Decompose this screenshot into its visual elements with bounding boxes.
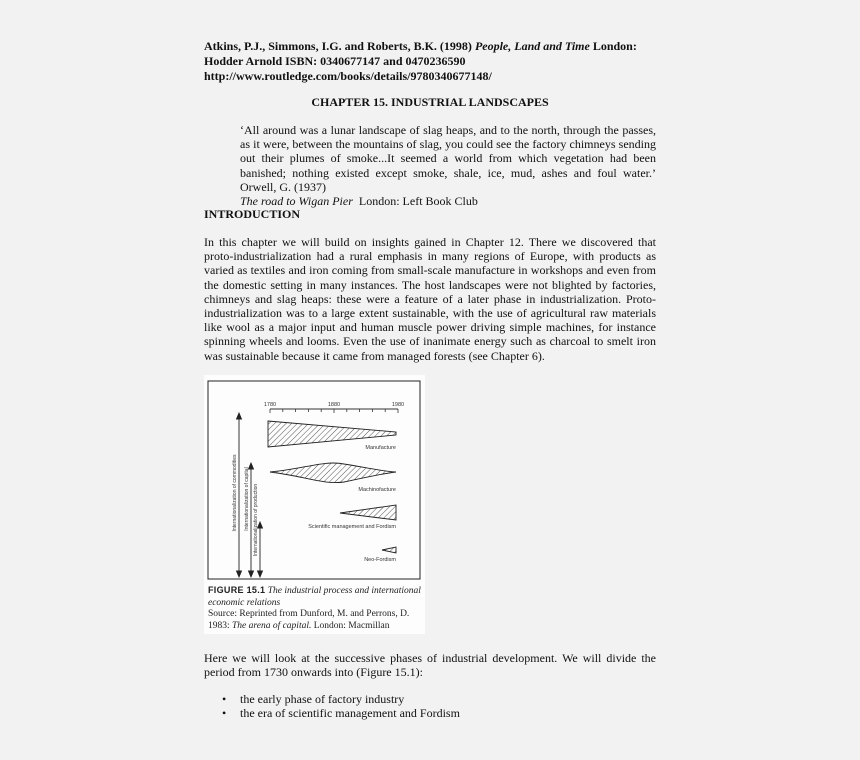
- axis-label-commodities: Internationalization of commodities: [232, 454, 238, 532]
- intro-paragraph: In this chapter we will build on insights gained in Chapter 12. There we discovered that proto-industrialization had a rural emphasis in many regions of Europe, with products as varied as textiles and iron coming from small-scale manufacture in workshops and even from the domestic setting in many instances. The host landscapes were not blighted by factories, chimneys and slag heaps: these were a feature of a later phase in industrialization. Proto-industrialization was to a large extent sustainable, with the use of agricultural raw materials like wool as a major input and human muscle power driving simple machines, for instance spinning wheels and looms. Even the use of inanimate energy such as charcoal to smelt iron was sustainable because it came from managed forests (see Chapter 6).: [204, 235, 656, 363]
- citation: [204, 39, 660, 84]
- phase-shape-machinofacture: [270, 463, 396, 483]
- figure-caption-title: The industrial process and international economic relations: [208, 586, 421, 608]
- list-item-text: the era of scientific management and Fordism: [240, 706, 460, 721]
- figure-caption: [208, 585, 423, 632]
- figure-caption-label: FIGURE 15.1: [208, 585, 266, 595]
- bullet-symbol: •: [222, 706, 227, 721]
- tick-label-1980: 1980: [391, 402, 405, 408]
- chapter-title: CHAPTER 15. INDUSTRIAL LANDSCAPES: [311, 95, 549, 109]
- figure-source-suffix: London: Macmillan: [313, 620, 390, 631]
- quote-book-title: The road to Wigan Pier: [240, 194, 353, 209]
- tick-label-1780: 1780: [263, 402, 277, 408]
- axis-label-production: Internationalization of production: [253, 483, 259, 557]
- citation-url[interactable]: http://www.routledge.com/books/details/9780340677148/: [204, 69, 492, 83]
- citation-publisher-isbn: Hodder Arnold ISBN: 0340677147 and 0470236590: [204, 54, 466, 68]
- phase-label-neo-fordism: Neo-Fordism: [364, 557, 396, 563]
- phase-label-fordism: Scientific management and Fordism: [308, 524, 396, 530]
- citation-city: London:: [592, 39, 637, 53]
- phase-shape-fordism: [340, 505, 396, 520]
- epigraph-quote: [240, 123, 656, 208]
- phase-label-manufacture: Manufacture: [365, 445, 396, 451]
- list-item: [222, 692, 460, 706]
- citation-authors: Atkins, P.J., Simmons, I.G. and Roberts, B.K. (1998): [204, 39, 472, 53]
- phase-shape-neo-fordism: [382, 547, 396, 553]
- list-item-text: the early phase of factory industry: [240, 692, 405, 706]
- tick-label-1880: 1880: [327, 402, 341, 408]
- quote-text: ‘All around was a lunar landscape of slag heaps, and to the north, through the passes, as it were, between the mountains of slag, you could see the factory chimneys sending out their plumes of smoke...It seemed a world from which vegetation had been banished; nothing existed except smoke, shale, ice, mud, ashes and foul water.’ Orwell, G. (1937): [240, 123, 656, 194]
- phase-list: [222, 692, 460, 720]
- bullet-symbol: •: [222, 692, 227, 706]
- phase-label-machinofacture: Machinofacture: [358, 487, 396, 493]
- phase-shape-manufacture: [268, 421, 396, 447]
- after-figure-paragraph: Here we will look at the successive phases of industrial development. We will divide the period from 1730 onwards into (Figure 15.1):: [204, 651, 656, 680]
- citation-title: People, Land and Time: [474, 39, 590, 53]
- figure-source-title: The arena of capital.: [232, 620, 312, 631]
- timeline-ticks: [270, 409, 398, 413]
- section-heading: INTRODUCTION: [204, 207, 301, 221]
- figure-diagram: [204, 375, 425, 585]
- list-item: [222, 706, 460, 720]
- quote-publisher: London: Left Book Club: [358, 194, 478, 209]
- figure-15-1: [204, 375, 425, 634]
- axis-label-capital: Internationalization of capital: [244, 467, 250, 531]
- figure-source-prefix: Source: Reprinted from Dunford, M. and Perrons, D. 1983:: [208, 609, 410, 631]
